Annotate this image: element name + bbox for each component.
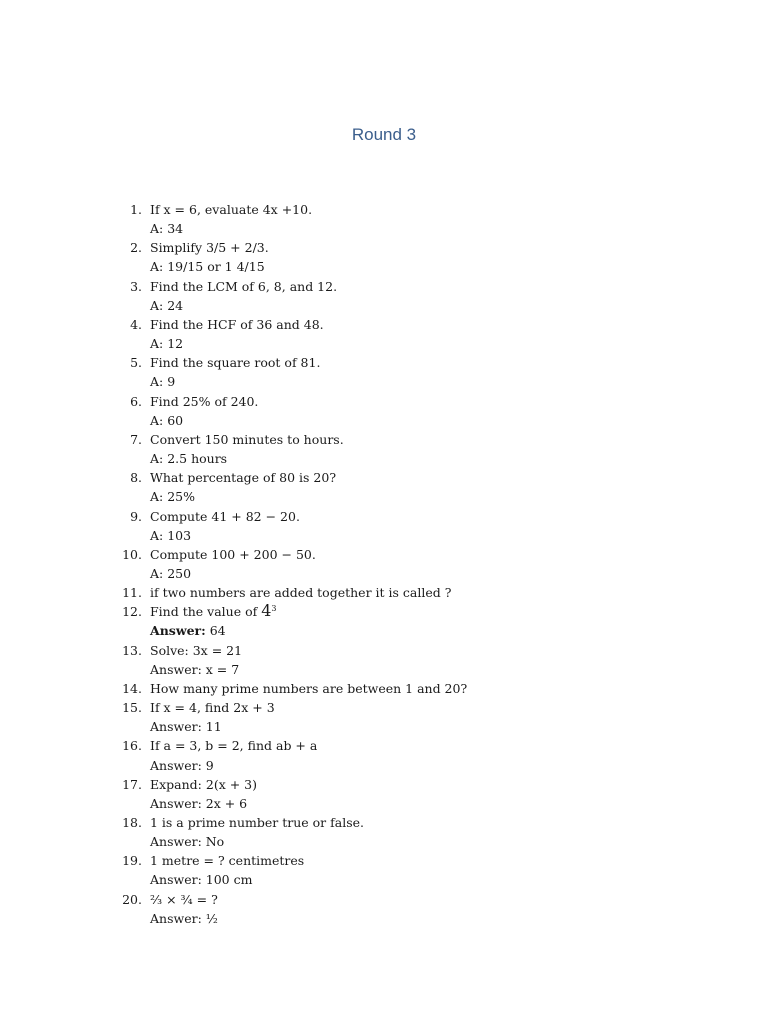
question-text: Simplify 3/5 + 2/3.	[150, 240, 269, 256]
question-number: 5.	[130, 355, 142, 371]
question-text: What percentage of 80 is 20?	[150, 470, 337, 486]
question-item	[0, 353, 740, 391]
answer-text	[150, 621, 740, 640]
question-text: Find the square root of 81.	[150, 355, 321, 371]
question-item	[0, 736, 740, 774]
answer-text: A: 34	[150, 221, 184, 237]
question-text: ⅔ × ¾ = ?	[150, 891, 218, 907]
question-number: 10.	[122, 546, 142, 562]
answer-text: A: 103	[150, 527, 192, 543]
question-text: Expand: 2(x + 3)	[150, 776, 257, 792]
question-item	[0, 238, 740, 276]
question-item	[0, 315, 740, 353]
question-text: Find the value of	[150, 604, 262, 620]
question-text: Convert 150 minutes to hours.	[150, 431, 344, 447]
question-number: 19.	[122, 853, 142, 869]
question-number: 16.	[122, 738, 142, 754]
answer-text: A: 19/15 or 1 4/15	[150, 259, 265, 275]
question-item	[0, 679, 740, 698]
question-item	[0, 775, 740, 813]
answer-text: A: 2.5 hours	[150, 451, 228, 467]
answer-text: A: 12	[150, 336, 184, 352]
answer-text: Answer: 100 cm	[150, 872, 253, 888]
power-exponent: 3	[271, 604, 277, 614]
answer-text: Answer: x = 7	[150, 661, 240, 677]
question-number: 4.	[130, 316, 142, 332]
question-number: 20.	[122, 891, 142, 907]
question-item	[0, 602, 740, 640]
question-number: 7.	[130, 431, 142, 447]
question-text: Compute 100 + 200 − 50.	[150, 546, 316, 562]
question-number: 17.	[122, 776, 142, 792]
answer-text: A: 24	[150, 297, 184, 313]
answer-text: Answer: 9	[150, 757, 214, 773]
question-item	[0, 583, 740, 602]
question-item	[0, 468, 740, 506]
question-list	[0, 200, 740, 928]
page-title: Round 3	[351, 125, 417, 144]
question-number: 8.	[130, 470, 142, 486]
question-text: Compute 41 + 82 − 20.	[150, 508, 300, 524]
question-number: 3.	[130, 278, 142, 294]
question-item	[0, 890, 740, 928]
question-number: 13.	[122, 642, 142, 658]
question-item	[0, 392, 740, 430]
question-text: If x = 4, find 2x + 3	[150, 700, 275, 716]
answer-text: Answer: ½	[150, 910, 218, 926]
question-text: How many prime numbers are between 1 and 20?	[150, 680, 468, 696]
question-number: 9.	[130, 508, 142, 524]
question-number: 2.	[130, 240, 142, 256]
answer-text: A: 250	[150, 565, 192, 581]
question-number: 14.	[122, 680, 142, 696]
question-text: If a = 3, b = 2, find ab + a	[150, 738, 318, 754]
question-number: 18.	[122, 815, 142, 830]
question-item	[0, 507, 740, 545]
question-item	[0, 813, 740, 851]
answer-text: A: 9	[150, 374, 176, 390]
question-item	[0, 851, 740, 889]
question-text: Find 25% of 240.	[150, 393, 259, 409]
question-text: if two numbers are added together it is called ?	[150, 585, 452, 601]
answer-text: Answer: 11	[150, 719, 222, 735]
power-base: 4	[261, 601, 272, 621]
question-number: 12.	[122, 604, 142, 620]
question-text: 1 is a prime number true or false.	[150, 815, 364, 830]
question-item	[0, 430, 740, 468]
question-text: If x = 6, evaluate 4x +10.	[150, 202, 313, 217]
question-number: 6.	[130, 393, 142, 409]
question-number: 15.	[122, 700, 142, 716]
question-text: Find the LCM of 6, 8, and 12.	[150, 278, 338, 294]
answer-text: Answer: No	[150, 834, 225, 850]
question-item	[0, 200, 740, 238]
question-item	[0, 641, 740, 679]
answer-value: 64	[205, 623, 226, 639]
question-number: 11.	[122, 585, 142, 601]
answer-text: A: 60	[150, 412, 184, 428]
question-text: Solve: 3x = 21	[150, 642, 243, 658]
question-item	[0, 545, 740, 583]
question-text: 1 metre = ? centimetres	[150, 853, 305, 869]
question-text: Find the HCF of 36 and 48.	[150, 316, 324, 332]
question-item	[0, 277, 740, 315]
question-item	[0, 698, 740, 736]
answer-text: A: 25%	[150, 489, 195, 505]
question-number: 1.	[130, 202, 142, 217]
answer-text: Answer: 2x + 6	[150, 795, 248, 811]
answer-label: Answer:	[150, 623, 206, 639]
